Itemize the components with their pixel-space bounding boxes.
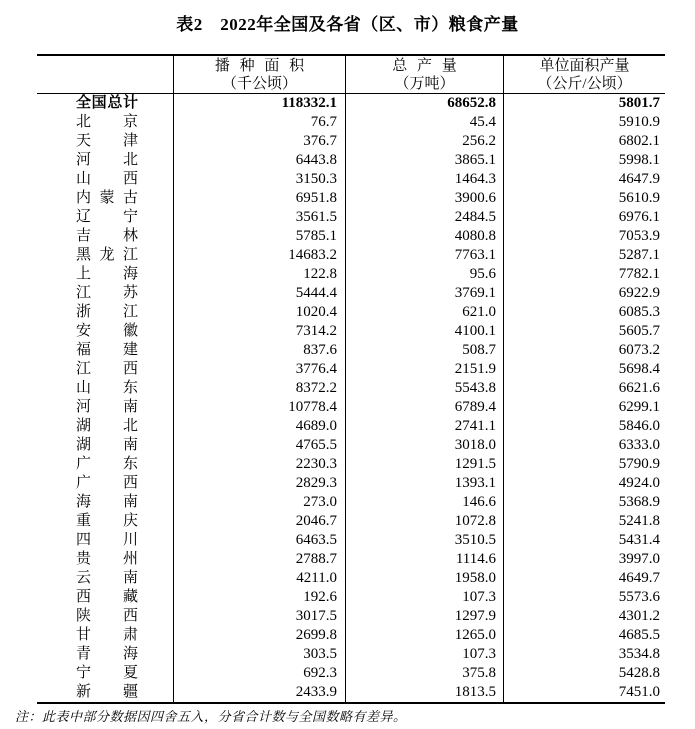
region-name: 宁夏 [76,665,138,681]
table-row [37,436,665,455]
yield-value: 5698.4 [503,360,665,379]
region-name-cell [37,94,173,113]
table-row [37,683,665,702]
total-output-value: 5543.8 [345,379,503,398]
region-name: 内蒙古 [76,190,138,206]
total-output-value: 3510.5 [345,531,503,550]
table-row [37,303,665,322]
table-row [37,322,665,341]
yield-value: 4647.9 [503,170,665,189]
header-region-corner [37,56,173,93]
sown-area-value: 2433.9 [173,683,345,702]
table-row [37,360,665,379]
sown-area-value: 76.7 [173,113,345,132]
sown-area-value: 1020.4 [173,303,345,322]
yield-value: 5790.9 [503,455,665,474]
region-name: 河北 [76,152,138,168]
yield-value: 5846.0 [503,417,665,436]
total-output-value: 1114.6 [345,550,503,569]
region-name-cell [37,531,173,550]
footnote: 注：此表中部分数据因四舍五入，分省合计数与全国数略有差异。 [15,709,407,724]
sown-area-value: 2788.7 [173,550,345,569]
table-row [37,569,665,588]
total-output-value: 45.4 [345,113,503,132]
table-row [37,227,665,246]
sown-area-value: 4689.0 [173,417,345,436]
region-name-cell [37,246,173,265]
sown-area-value: 6443.8 [173,151,345,170]
region-name-cell [37,436,173,455]
region-name: 重庆 [76,513,138,529]
table-row [37,379,665,398]
sown-area-value: 2829.3 [173,474,345,493]
sown-area-value: 4211.0 [173,569,345,588]
region-name-cell [37,569,173,588]
yield-value: 5431.4 [503,531,665,550]
region-name-cell [37,322,173,341]
yield-value: 5605.7 [503,322,665,341]
yield-value: 6085.3 [503,303,665,322]
yield-value: 3997.0 [503,550,665,569]
region-name-cell [37,550,173,569]
table-row [37,588,665,607]
yield-value: 6802.1 [503,132,665,151]
region-name-cell [37,512,173,531]
yield-value: 7451.0 [503,683,665,702]
region-name-cell [37,588,173,607]
total-output-value: 1265.0 [345,626,503,645]
header-yield-per-area [503,56,665,93]
region-name: 吉林 [76,228,138,244]
total-output-value: 4100.1 [345,322,503,341]
region-name-cell [37,151,173,170]
sown-area-value: 5444.4 [173,284,345,303]
yield-value: 7053.9 [503,227,665,246]
yield-value: 7782.1 [503,265,665,284]
region-name: 广东 [76,456,138,472]
region-name: 辽宁 [76,209,138,225]
region-name: 云南 [76,570,138,586]
region-name-cell [37,227,173,246]
region-name: 四川 [76,532,138,548]
header-sown-area-title: 播 种 面 积 [214,58,305,74]
total-output-value: 621.0 [345,303,503,322]
region-name: 贵州 [76,551,138,567]
total-output-value: 107.3 [345,645,503,664]
yield-value: 5610.9 [503,189,665,208]
table-row [37,474,665,493]
yield-value: 4685.5 [503,626,665,645]
region-name-cell [37,113,173,132]
table-row [37,455,665,474]
header-yield-per-area-title: 单位面积产量 [539,58,630,74]
yield-value: 5241.8 [503,512,665,531]
total-output-value: 1393.1 [345,474,503,493]
table-row [37,113,665,132]
sown-area-value: 3776.4 [173,360,345,379]
sown-area-value: 376.7 [173,132,345,151]
table-row [37,398,665,417]
table-row [37,531,665,550]
yield-value: 3534.8 [503,645,665,664]
region-name: 河南 [76,399,138,415]
region-name-cell [37,360,173,379]
yield-value: 5368.9 [503,493,665,512]
yield-value: 5573.6 [503,588,665,607]
header-total-output-unit: （万吨） [394,76,455,92]
sown-area-value: 837.6 [173,341,345,360]
sown-area-value: 3561.5 [173,208,345,227]
sown-area-value: 122.8 [173,265,345,284]
table-row [37,132,665,151]
sown-area-value: 2230.3 [173,455,345,474]
sown-area-value: 118332.1 [173,94,345,113]
table-row [37,626,665,645]
region-name: 湖南 [76,437,138,453]
total-output-value: 68652.8 [345,94,503,113]
sown-area-value: 14683.2 [173,246,345,265]
total-output-value: 508.7 [345,341,503,360]
table-row [37,664,665,683]
total-output-value: 3865.1 [345,151,503,170]
table-row-national-total [37,94,665,113]
yield-value: 5287.1 [503,246,665,265]
total-output-value: 3900.6 [345,189,503,208]
yield-value: 6976.1 [503,208,665,227]
table-row [37,645,665,664]
sown-area-value: 3017.5 [173,607,345,626]
region-name: 全国总计 [76,95,138,111]
total-output-value: 1464.3 [345,170,503,189]
region-name: 上海 [76,266,138,282]
region-name: 湖北 [76,418,138,434]
sown-area-value: 692.3 [173,664,345,683]
table-row [37,550,665,569]
region-name-cell [37,189,173,208]
region-name-cell [37,455,173,474]
region-name-cell [37,208,173,227]
table-row [37,493,665,512]
page-title: 表2 2022年全国及各省（区、市）粮食产量 [176,15,519,34]
total-output-value: 2484.5 [345,208,503,227]
yield-value: 6922.9 [503,284,665,303]
table-row [37,246,665,265]
region-name-cell [37,341,173,360]
region-name-cell [37,265,173,284]
region-name-cell [37,626,173,645]
region-name: 山西 [76,171,138,187]
sown-area-value: 4765.5 [173,436,345,455]
table-row [37,341,665,360]
table-row [37,607,665,626]
sown-area-value: 7314.2 [173,322,345,341]
table-row [37,417,665,436]
sown-area-value: 2046.7 [173,512,345,531]
region-name-cell [37,303,173,322]
region-name-cell [37,284,173,303]
region-name: 福建 [76,342,138,358]
region-name-cell [37,417,173,436]
yield-value: 5910.9 [503,113,665,132]
yield-value: 4924.0 [503,474,665,493]
header-sown-area [173,56,345,93]
total-output-value: 1813.5 [345,683,503,702]
region-name-cell [37,493,173,512]
region-name-cell [37,132,173,151]
region-name-cell [37,474,173,493]
total-output-value: 1291.5 [345,455,503,474]
table-body [37,94,665,702]
region-name-cell [37,170,173,189]
header-total-output [345,56,503,93]
sown-area-value: 5785.1 [173,227,345,246]
region-name: 天津 [76,133,138,149]
region-name: 青海 [76,646,138,662]
table-row [37,208,665,227]
table-row [37,151,665,170]
region-name: 甘肃 [76,627,138,643]
total-output-value: 7763.1 [345,246,503,265]
table-row [37,265,665,284]
yield-value: 6333.0 [503,436,665,455]
sown-area-value: 8372.2 [173,379,345,398]
total-output-value: 256.2 [345,132,503,151]
total-output-value: 3769.1 [345,284,503,303]
header-total-output-title: 总 产 量 [392,58,457,74]
sown-area-value: 2699.8 [173,626,345,645]
total-output-value: 146.6 [345,493,503,512]
region-name-cell [37,607,173,626]
table-row [37,512,665,531]
region-name: 安徽 [76,323,138,339]
region-name: 江苏 [76,285,138,301]
sown-area-value: 3150.3 [173,170,345,189]
total-output-value: 2151.9 [345,360,503,379]
table-row [37,284,665,303]
region-name-cell [37,683,173,702]
yield-value: 6621.6 [503,379,665,398]
yield-value: 5801.7 [503,94,665,113]
region-name: 海南 [76,494,138,510]
total-output-value: 3018.0 [345,436,503,455]
total-output-value: 4080.8 [345,227,503,246]
total-output-value: 1958.0 [345,569,503,588]
total-output-value: 95.6 [345,265,503,284]
region-name-cell [37,379,173,398]
region-name: 黑龙江 [76,247,138,263]
sown-area-value: 6463.5 [173,531,345,550]
region-name: 山东 [76,380,138,396]
table-row [37,170,665,189]
yield-value: 6073.2 [503,341,665,360]
sown-area-value: 273.0 [173,493,345,512]
region-name: 西藏 [76,589,138,605]
table-row [37,189,665,208]
header-sown-area-unit: （千公顷） [221,76,297,92]
region-name: 江西 [76,361,138,377]
total-output-value: 107.3 [345,588,503,607]
yield-value: 6299.1 [503,398,665,417]
region-name: 新疆 [76,684,138,700]
sown-area-value: 10778.4 [173,398,345,417]
sown-area-value: 303.5 [173,645,345,664]
region-name-cell [37,645,173,664]
region-name: 陕西 [76,608,138,624]
header-yield-per-area-unit: （公斤/公顷） [537,76,632,92]
total-output-value: 6789.4 [345,398,503,417]
region-name: 北京 [76,114,138,130]
grain-production-table [37,54,665,704]
region-name: 浙江 [76,304,138,320]
region-name-cell [37,398,173,417]
yield-value: 4649.7 [503,569,665,588]
total-output-value: 1072.8 [345,512,503,531]
table-header-row [37,56,665,94]
region-name-cell [37,664,173,683]
total-output-value: 2741.1 [345,417,503,436]
sown-area-value: 192.6 [173,588,345,607]
yield-value: 4301.2 [503,607,665,626]
sown-area-value: 6951.8 [173,189,345,208]
total-output-value: 375.8 [345,664,503,683]
total-output-value: 1297.9 [345,607,503,626]
region-name: 广西 [76,475,138,491]
yield-value: 5428.8 [503,664,665,683]
yield-value: 5998.1 [503,151,665,170]
